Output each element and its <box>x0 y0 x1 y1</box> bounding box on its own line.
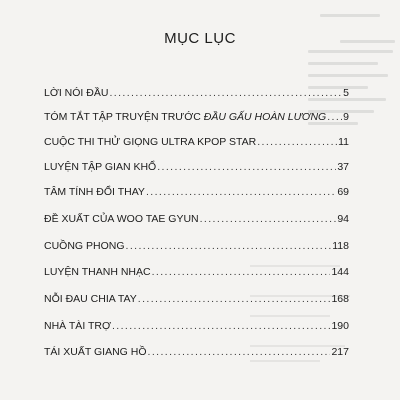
toc-entry-page: 37 <box>337 161 349 173</box>
toc-entry-label: LUYỆN THANH NHẠC <box>44 266 151 278</box>
toc-entry-page: 69 <box>337 186 349 198</box>
dot-leader <box>126 240 332 252</box>
toc-entry-label: TÁI XUẤT GIANG HỒ <box>44 346 147 358</box>
toc-entry-page: 190 <box>331 320 349 332</box>
toc-entry-label: TÓM TẮT TẬP TRUYỆN TRƯỚC ĐẦU GẤU HOÀN LƯƠNG <box>44 111 327 123</box>
dot-leader <box>138 293 331 305</box>
toc-entry[interactable] <box>44 111 349 123</box>
dot-leader <box>152 266 331 278</box>
toc-entry-page: 144 <box>331 266 349 278</box>
toc-entry[interactable] <box>44 136 349 148</box>
toc-entry-label: ĐỀ XUẤT CỦA WOO TAE GYUN <box>44 213 199 225</box>
toc-entry[interactable] <box>44 240 349 252</box>
toc-entry[interactable] <box>44 266 349 278</box>
page-title: MỤC LỤC <box>164 30 236 47</box>
toc-entry-page: 5 <box>343 87 349 99</box>
toc-entry[interactable] <box>44 213 349 225</box>
toc-entry-page: 11 <box>338 136 349 148</box>
dot-leader <box>200 213 337 225</box>
toc-entry[interactable] <box>44 320 349 332</box>
toc-entry-page: 94 <box>337 213 349 225</box>
toc-entry-page: 118 <box>332 240 349 252</box>
dot-leader <box>257 136 337 148</box>
toc-entry-page: 9 <box>343 111 349 123</box>
toc-entry-label: LUYỆN TẬP GIAN KHỔ <box>44 161 157 173</box>
toc-entry-page: 217 <box>331 346 349 358</box>
dot-leader <box>109 87 342 99</box>
dot-leader <box>148 346 331 358</box>
dot-leader <box>146 186 336 198</box>
toc-entry[interactable] <box>44 161 349 173</box>
toc-entry-label: NHÀ TÀI TRỢ <box>44 320 111 332</box>
toc-entry-label: NỖI ĐAU CHIA TAY <box>44 293 137 305</box>
toc-entry[interactable] <box>44 87 349 99</box>
toc-entry[interactable] <box>44 346 349 358</box>
toc-entry[interactable] <box>44 186 349 198</box>
toc-entry-label: TÂM TÍNH ĐỔI THAY <box>44 186 145 198</box>
toc-entry-label: LỜI NÓI ĐẦU <box>44 87 109 99</box>
dot-leader <box>327 111 342 123</box>
toc-entry-page: 168 <box>331 293 349 305</box>
toc-entry[interactable] <box>44 293 349 305</box>
dot-leader <box>157 161 336 173</box>
toc-entry-label: CUỒNG PHONG <box>44 240 125 252</box>
dot-leader <box>112 320 331 332</box>
toc-entry-label: CUỘC THI THỬ GIỌNG ULTRA KPOP STAR <box>44 136 257 148</box>
